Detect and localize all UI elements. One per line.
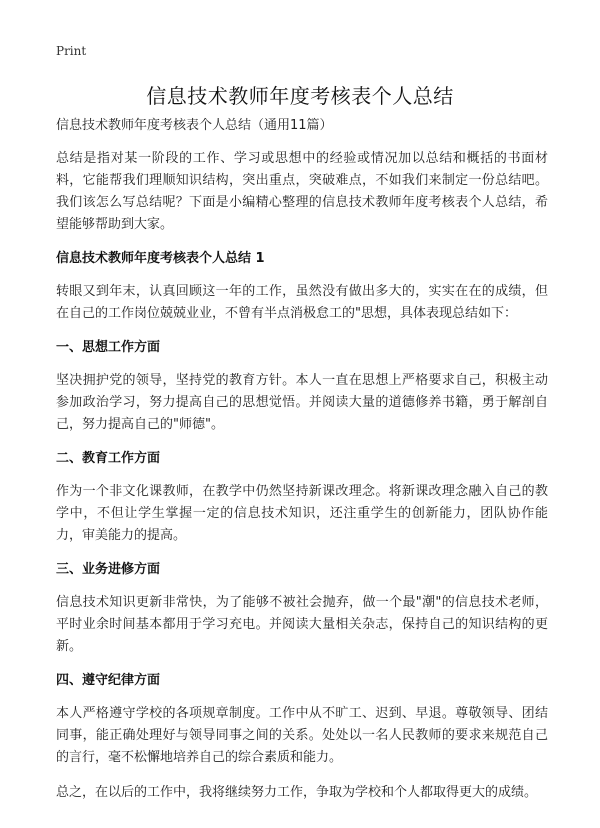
section-body-education: 作为一个非文化课教师，在教学中仍然坚持新课改理念。将新课改理念融入自己的教学中，不但让学生掌握一定的信息技术知识，还注重学生的创新能力，团队协作能力，审美能力的提高。 (56, 484, 548, 543)
intro-paragraph: 总结是指对某一阶段的工作、学习或思想中的经验或情况加以总结和概括的书面材料，它能帮我们理顺知识结构，突出重点，突破难点，不如我们来制定一份总结吧。我们该怎么写总结呢？下面是小编精心整理的信息技术教师年度考核表个人总结，希望能够帮助到大家。 (56, 151, 548, 232)
section-heading-discipline: 四、遵守纪律方面 (56, 673, 161, 688)
article-subtitle: 信息技术教师年度考核表个人总结（通用11篇） (56, 118, 333, 133)
page-title: 信息技术教师年度考核表个人总结 (146, 84, 454, 108)
section-body-ideology: 坚决拥护党的领导，坚持党的教育方针。本人一直在思想上严格要求自己，积极主动参加政治学习，努力提高自己的思想觉悟。并阅读大量的道德修养书籍，勇于解剖自己，努力提高自己的"师德"。 (56, 373, 548, 432)
print-link[interactable]: Print (56, 44, 87, 58)
article-body (56, 116, 548, 817)
section-heading-professional-development: 三、业务进修方面 (56, 562, 161, 577)
section-title: 信息技术教师年度考核表个人总结 1 (56, 251, 265, 266)
section-heading-education: 二、教育工作方面 (56, 451, 161, 466)
section-heading-ideology: 一、思想工作方面 (56, 340, 161, 355)
opening-paragraph: 转眼又到年末，认真回顾这一年的工作，虽然没有做出多大的，实实在在的成绩，但在自己的工作岗位兢兢业业，不曾有半点消极怠工的"思想，具体表现总结如下： (56, 284, 548, 321)
section-body-discipline: 本人严格遵守学校的各项规章制度。工作中从不旷工、迟到、早退。尊敬领导、团结同事，能正确处理好与领导同事之间的关系。处处以一名人民教师的要求来规范自己的言行，毫不松懈地培养自己的综合素质和能力。 (56, 706, 548, 765)
closing-paragraph: 总之，在以后的工作中，我将继续努力工作，争取为学校和个人都取得更大的成绩。 (56, 785, 538, 800)
section-body-professional-development: 信息技术知识更新非常快，为了能够不被社会抛弃，做一个最"潮"的信息技术老师，平时业余时间基本都用于学习充电。并阅读大量相关杂志，保持自己的知识结构的更新。 (56, 595, 548, 654)
